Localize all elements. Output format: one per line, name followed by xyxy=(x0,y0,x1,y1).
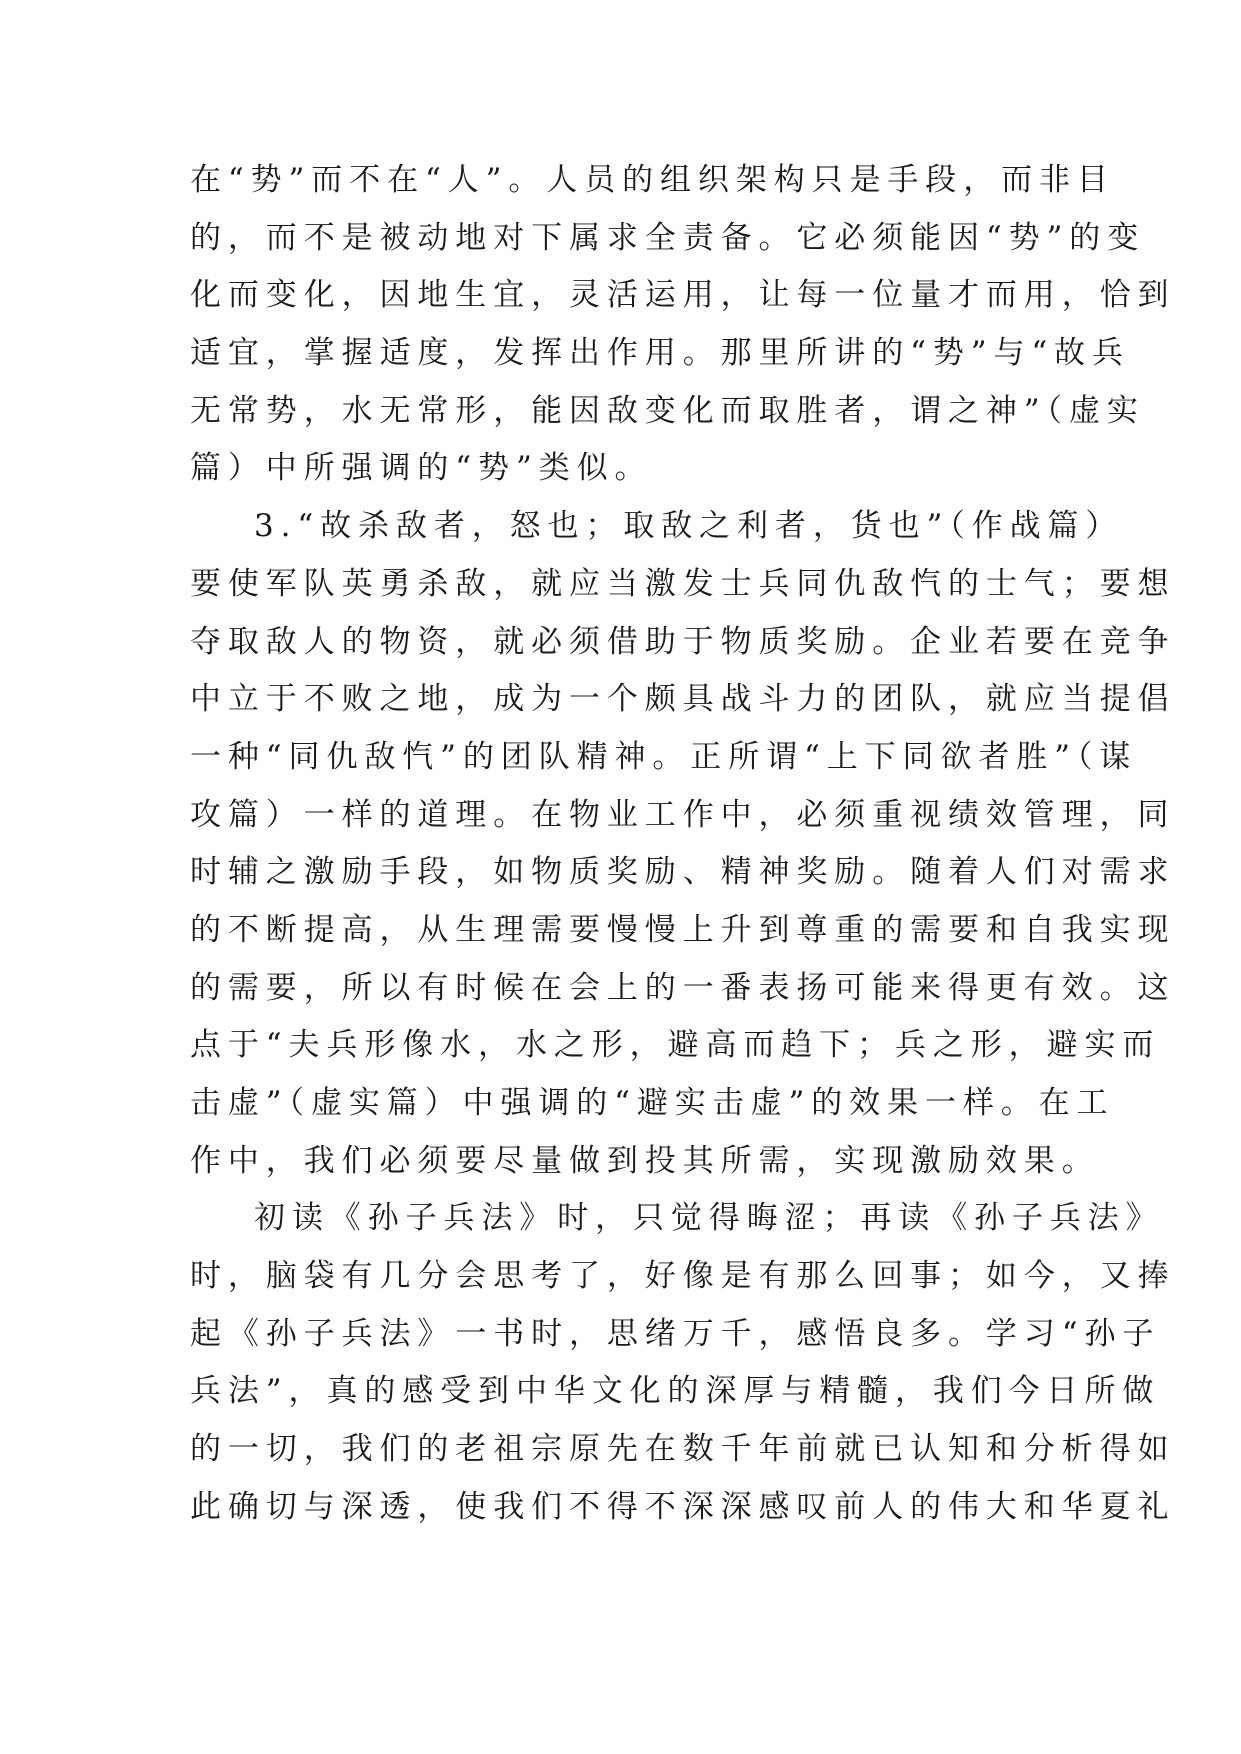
text-line: 击虚”（虚实篇）中强调的“避实击虚”的效果一样。在工 xyxy=(190,1085,1115,1121)
text-line: 化而变化，因地生宜，灵活运用，让每一位量才而用，恰到 xyxy=(190,277,1176,314)
document-body xyxy=(190,152,1176,1537)
text-line: 攻篇）一样的道理。在物业工作中，必须重视绩效管理，同 xyxy=(190,796,1176,833)
text-line: 的一切，我们的老祖宗原先在数千年前就已认知和分析得如 xyxy=(190,1431,1176,1468)
text-line: 兵法”，真的感受到中华文化的深厚与精髓，我们今日所做 xyxy=(190,1373,1161,1410)
text-line: 初读《孙子兵法》时，只觉得晦涩；再读《孙子兵法》 xyxy=(254,1200,1164,1237)
text-line: 夺取敌人的物资，就必须借助于物质奖励。企业若要在竞争 xyxy=(190,623,1176,660)
text-line: 时，脑袋有几分会思考了，好像是有那么回事；如今，又捧 xyxy=(190,1258,1176,1295)
text-line: 点于“夫兵形像水，水之形，避高而趋下；兵之形，避实而 xyxy=(190,1027,1161,1064)
text-line: 作中，我们必须要尽量做到投其所需，实现激励效果。 xyxy=(190,1142,1100,1179)
text-line: 适宜，掌握适度，发挥出作用。那里所讲的“势”与“故兵 xyxy=(190,335,1130,372)
text-line: 篇）中所强调的“势”类似。 xyxy=(190,450,653,487)
text-line: 中立于不败之地，成为一个颇具战斗力的团队，就应当提倡 xyxy=(190,681,1176,718)
text-line: 一种“同仇敌忾”的团队精神。正所谓“上下同欲者胜”（谋 xyxy=(190,738,1138,775)
text-line: 此确切与深透，使我们不得不深深感叹前人的伟大和华夏礼 xyxy=(190,1488,1176,1525)
text-line: 无常势，水无常形，能因敌变化而取胜者，谓之神”（虚实 xyxy=(190,392,1145,429)
text-line: 要使军队英勇杀敌，就应当激发士兵同仇敌忾的士气；要想 xyxy=(190,565,1176,602)
text-line: 时辅之激励手段，如物质奖励、精神奖励。随着人们对需求 xyxy=(190,854,1176,891)
text-line: 的，而不是被动地对下属求全责备。它必须能因“势”的变 xyxy=(190,219,1146,256)
text-line: 在“势”而不在“人”。人员的组织架构只是手段，而非目 xyxy=(190,162,1115,198)
text-line: 的不断提高，从生理需要慢慢上升到尊重的需要和自我实现 xyxy=(190,911,1176,948)
text-line: 的需要，所以有时候在会上的一番表扬可能来得更有效。这 xyxy=(190,969,1176,1006)
text-line: 起《孙子兵法》一书时，思绪万千，感悟良多。学习“孙子 xyxy=(190,1315,1161,1352)
text-line: 3.“故杀敌者，怒也；取敌之利者，货也”（作战篇） xyxy=(254,508,1124,545)
